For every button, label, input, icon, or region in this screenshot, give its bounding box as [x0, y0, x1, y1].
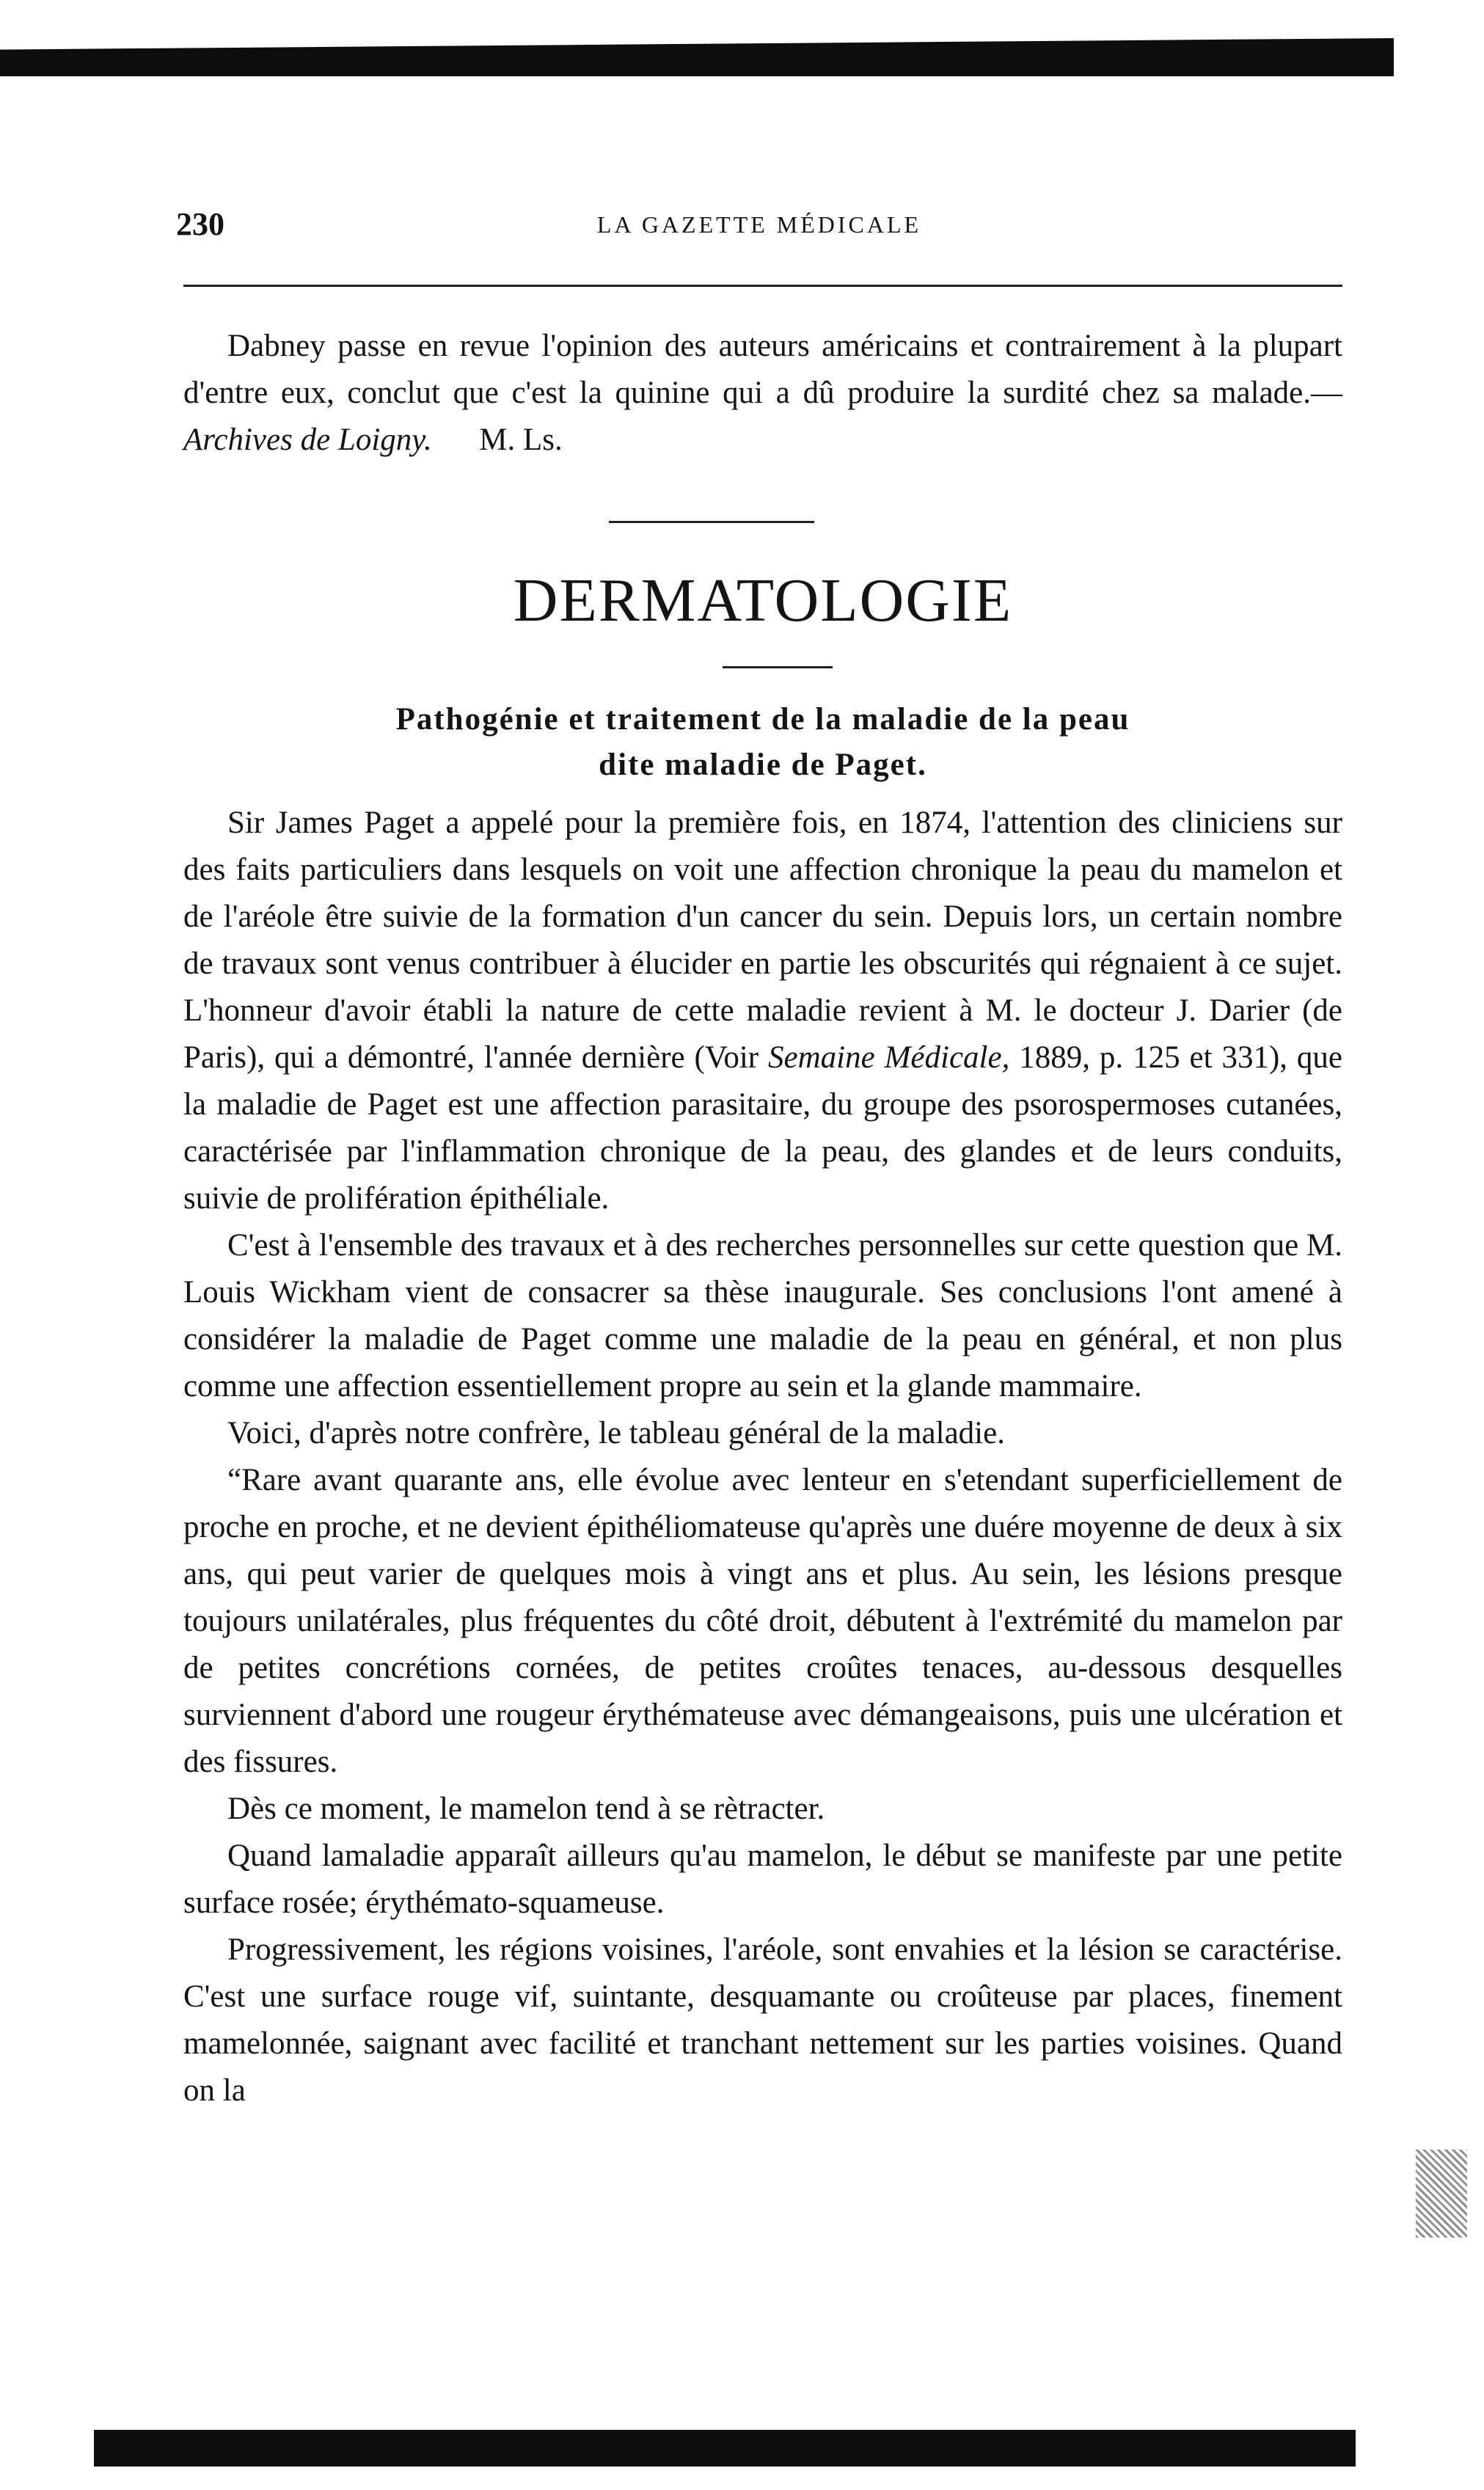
- paragraph-1-citation: Semaine Médicale,: [768, 1040, 1010, 1075]
- scan-speckle: [1416, 2150, 1467, 2238]
- paragraph-5: Dès ce moment, le mamelon tend à se rètracter.: [227, 1792, 825, 1826]
- intro-source: Archives de Loigny.: [183, 423, 432, 457]
- scan-border-bottom: [94, 2430, 1356, 2467]
- paragraph-2: C'est à l'ensemble des travaux et à des recherches personnelles sur cette question que M. Louis Wickham vient de consacrer sa thèse inaugurale. Ses conclusions l'ont amené à considérer la maladie de Paget comme une maladie de la peau en général, et non plus comme une affection essentiellement propre au sein et la glande mammaire.: [183, 1228, 1342, 1403]
- running-head: [176, 205, 1342, 249]
- article-title: [183, 697, 1342, 788]
- paragraph-4: “Rare avant quarante ans, elle évolue avec lenteur en s'etendant superficiellement de proche en proche, et ne devient épithéliomateuse qu'après une duére moyenne de deux à six ans, qui peut varier de quelques mois à vingt ans et plus. Au sein, les lésions presque toujours unilatérales, plus fréquentes du côté droit, débutent à l'extrémité du mamelon par de petites concrétions cornées, de petites croûtes tenaces, au-dessous desquelles surviennent d'abord une rougeur érythémateuse avec démangeaisons, puis une ulcération et des fissures.: [183, 1463, 1342, 1779]
- intro-signature: M. Ls.: [479, 423, 563, 457]
- paragraph-1: [183, 800, 1342, 1222]
- paragraph-3: Voici, d'après notre confrère, le tableau général de la maladie.: [227, 1416, 1005, 1450]
- paragraph-7: Progressivement, les régions voisines, l'aréole, sont envahies et la lésion se caractérise. C'est une surface rouge vif, suintante, desquamante ou croûteuse par places, finement mamelonnée, saignant avec facilité et tranchant nettement sur les parties voisines. Quand on la: [183, 1932, 1342, 2108]
- article-title-line-1: Pathogénie et traitement de la maladie de la peau: [395, 702, 1130, 737]
- title-divider: [723, 666, 833, 668]
- intro-text: Dabney passe en revue l'opinion des auteurs américains et contrairement à la plupart d'entre eux, conclut que c'est la quinine qui a dû produire la surdité chez sa malade.—: [183, 329, 1342, 410]
- paragraph-1-text-a: Sir James Paget a appelé pour la première fois, en 1874, l'attention des cliniciens sur des faits particuliers dans lesquels on voit une affection chronique la peau du mamelon et de l'aréole être suivie de la formation d'un cancer du sein. Depuis lors, un certain nombre de travaux sont venus contribuer à élucider en partie les obscurités qui régnaient à ce sujet. L'honneur d'avoir établi la nature de cette maladie revient à M. le docteur J. Darier (de Paris), qui a démontré, l'année dernière (Voir: [183, 806, 1342, 1075]
- header-rule: [183, 285, 1342, 287]
- section-divider: [609, 521, 814, 523]
- section-title: DERMATOLOGIE: [513, 566, 1013, 635]
- article-body: [183, 800, 1342, 2114]
- paragraph-6: Quand lamaladie apparaît ailleurs qu'au mamelon, le début se manifeste par une petite surface rosée; érythémato-squameuse.: [183, 1839, 1342, 1920]
- article-title-line-2: dite maladie de Paget.: [599, 748, 927, 782]
- journal-title: LA GAZETTE MÉDICALE: [596, 211, 922, 238]
- intro-paragraph: [183, 323, 1342, 464]
- scan-border-top: [0, 38, 1394, 76]
- paragraph-1-text-b: 1889, p. 125 et 331), que la maladie de Paget est une affection parasitaire, du groupe des psorospermoses cutanées, caractérisée par l'inflammation chronique de la peau, des glandes et de leurs conduits, suivie de prolifération épithéliale.: [183, 1040, 1343, 1216]
- page-number: 230: [176, 206, 224, 242]
